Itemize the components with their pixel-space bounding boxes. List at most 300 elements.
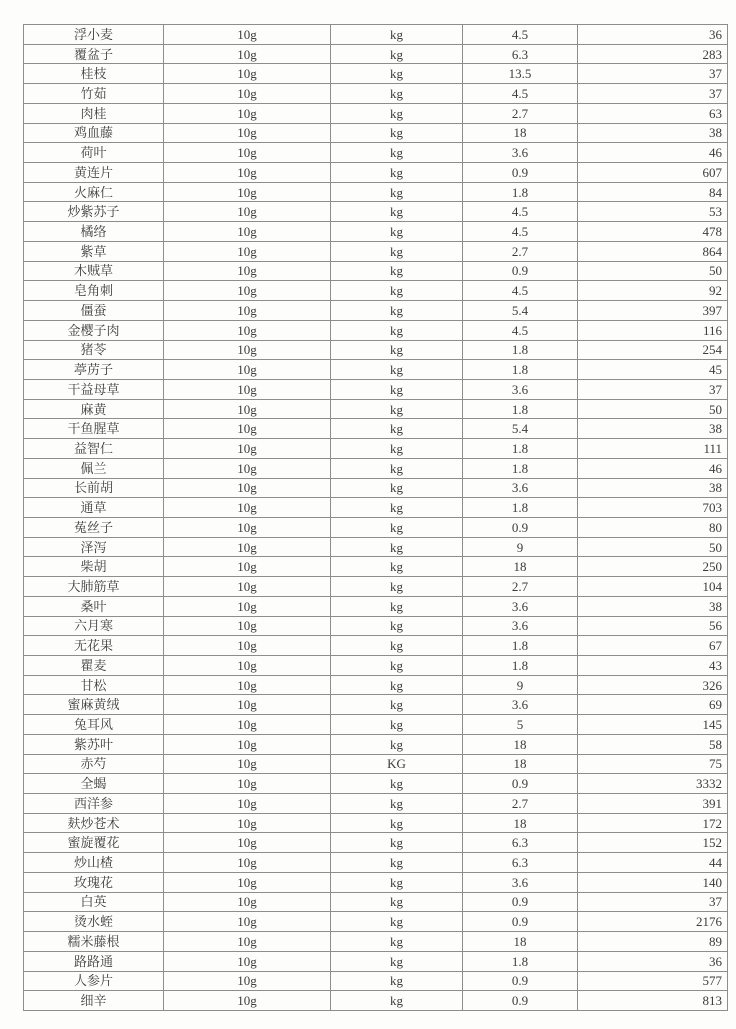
- table-row: [24, 64, 728, 84]
- unit-cell: kg: [331, 517, 463, 537]
- unit-cell: kg: [331, 498, 463, 518]
- price-cell: 0.9: [463, 517, 578, 537]
- spec-cell: 10g: [164, 202, 331, 222]
- table-row: [24, 833, 728, 853]
- count-cell: 813: [578, 991, 728, 1011]
- herb-name-cell: 蜜旋覆花: [24, 833, 164, 853]
- herb-name-cell: 益智仁: [24, 439, 164, 459]
- unit-cell: kg: [331, 241, 463, 261]
- count-cell: 80: [578, 517, 728, 537]
- spec-cell: 10g: [164, 616, 331, 636]
- spec-cell: 10g: [164, 261, 331, 281]
- price-cell: 3.6: [463, 872, 578, 892]
- unit-cell: kg: [331, 103, 463, 123]
- count-cell: 254: [578, 340, 728, 360]
- herb-name-cell: 金樱子肉: [24, 320, 164, 340]
- herb-name-cell: 干鱼腥草: [24, 419, 164, 439]
- table-row: [24, 675, 728, 695]
- table-row: [24, 754, 728, 774]
- price-cell: 1.8: [463, 498, 578, 518]
- price-cell: 1.8: [463, 951, 578, 971]
- spec-cell: 10g: [164, 833, 331, 853]
- table-row: [24, 715, 728, 735]
- herb-price-table: [23, 24, 728, 1011]
- herb-name-cell: 麻黄: [24, 399, 164, 419]
- spec-cell: 10g: [164, 892, 331, 912]
- unit-cell: kg: [331, 853, 463, 873]
- unit-cell: kg: [331, 320, 463, 340]
- table-row: [24, 379, 728, 399]
- price-cell: 3.6: [463, 478, 578, 498]
- unit-cell: kg: [331, 360, 463, 380]
- table-row: [24, 419, 728, 439]
- count-cell: 3332: [578, 774, 728, 794]
- table-row: [24, 439, 728, 459]
- herb-name-cell: 橘络: [24, 222, 164, 242]
- unit-cell: kg: [331, 143, 463, 163]
- spec-cell: 10g: [164, 951, 331, 971]
- price-cell: 18: [463, 557, 578, 577]
- unit-cell: kg: [331, 478, 463, 498]
- table-row: [24, 261, 728, 281]
- unit-cell: kg: [331, 892, 463, 912]
- spec-cell: 10g: [164, 872, 331, 892]
- table-row: [24, 182, 728, 202]
- unit-cell: kg: [331, 25, 463, 45]
- herb-name-cell: 僵蚕: [24, 301, 164, 321]
- spec-cell: 10g: [164, 379, 331, 399]
- unit-cell: kg: [331, 675, 463, 695]
- spec-cell: 10g: [164, 498, 331, 518]
- count-cell: 283: [578, 44, 728, 64]
- unit-cell: kg: [331, 64, 463, 84]
- spec-cell: 10g: [164, 458, 331, 478]
- price-cell: 2.7: [463, 794, 578, 814]
- price-cell: 6.3: [463, 44, 578, 64]
- table-row: [24, 951, 728, 971]
- herb-name-cell: 兔耳风: [24, 715, 164, 735]
- unit-cell: kg: [331, 636, 463, 656]
- herb-name-cell: 蜜麻黄绒: [24, 695, 164, 715]
- herb-name-cell: 炒山楂: [24, 853, 164, 873]
- price-cell: 6.3: [463, 853, 578, 873]
- price-cell: 0.9: [463, 912, 578, 932]
- count-cell: 397: [578, 301, 728, 321]
- price-cell: 4.5: [463, 202, 578, 222]
- price-cell: 3.6: [463, 695, 578, 715]
- table-row: [24, 616, 728, 636]
- spec-cell: 10g: [164, 537, 331, 557]
- table-row: [24, 123, 728, 143]
- spec-cell: 10g: [164, 419, 331, 439]
- price-cell: 4.5: [463, 84, 578, 104]
- price-cell: 2.7: [463, 103, 578, 123]
- unit-cell: kg: [331, 419, 463, 439]
- spec-cell: 10g: [164, 163, 331, 183]
- unit-cell: kg: [331, 182, 463, 202]
- table-row: [24, 281, 728, 301]
- herb-name-cell: 鸡血藤: [24, 123, 164, 143]
- herb-name-cell: 通草: [24, 498, 164, 518]
- price-cell: 2.7: [463, 577, 578, 597]
- herb-table-body: [24, 25, 728, 1011]
- spec-cell: 10g: [164, 399, 331, 419]
- herb-name-cell: 细辛: [24, 991, 164, 1011]
- spec-cell: 10g: [164, 675, 331, 695]
- table-row: [24, 163, 728, 183]
- spec-cell: 10g: [164, 774, 331, 794]
- spec-cell: 10g: [164, 241, 331, 261]
- spec-cell: 10g: [164, 281, 331, 301]
- table-row: [24, 813, 728, 833]
- spec-cell: 10g: [164, 44, 331, 64]
- spec-cell: 10g: [164, 596, 331, 616]
- spec-cell: 10g: [164, 695, 331, 715]
- unit-cell: kg: [331, 971, 463, 991]
- unit-cell: kg: [331, 695, 463, 715]
- unit-cell: kg: [331, 774, 463, 794]
- count-cell: 152: [578, 833, 728, 853]
- unit-cell: kg: [331, 340, 463, 360]
- table-row: [24, 557, 728, 577]
- count-cell: 58: [578, 734, 728, 754]
- price-cell: 4.5: [463, 25, 578, 45]
- count-cell: 67: [578, 636, 728, 656]
- herb-name-cell: 赤芍: [24, 754, 164, 774]
- price-cell: 5.4: [463, 419, 578, 439]
- unit-cell: kg: [331, 301, 463, 321]
- price-cell: 4.5: [463, 281, 578, 301]
- unit-cell: kg: [331, 951, 463, 971]
- table-row: [24, 872, 728, 892]
- unit-cell: kg: [331, 734, 463, 754]
- herb-name-cell: 桂枝: [24, 64, 164, 84]
- herb-name-cell: 紫苏叶: [24, 734, 164, 754]
- herb-name-cell: 覆盆子: [24, 44, 164, 64]
- table-row: [24, 478, 728, 498]
- count-cell: 478: [578, 222, 728, 242]
- table-row: [24, 143, 728, 163]
- table-row: [24, 202, 728, 222]
- unit-cell: kg: [331, 596, 463, 616]
- price-cell: 9: [463, 675, 578, 695]
- table-row: [24, 596, 728, 616]
- table-row: [24, 222, 728, 242]
- unit-cell: kg: [331, 991, 463, 1011]
- herb-name-cell: 干益母草: [24, 379, 164, 399]
- count-cell: 250: [578, 557, 728, 577]
- herb-name-cell: 佩兰: [24, 458, 164, 478]
- table-row: [24, 971, 728, 991]
- herb-name-cell: 柴胡: [24, 557, 164, 577]
- count-cell: 50: [578, 399, 728, 419]
- count-cell: 43: [578, 656, 728, 676]
- count-cell: 50: [578, 261, 728, 281]
- spec-cell: 10g: [164, 517, 331, 537]
- price-cell: 1.8: [463, 360, 578, 380]
- herb-name-cell: 玫瑰花: [24, 872, 164, 892]
- price-cell: 5.4: [463, 301, 578, 321]
- table-row: [24, 734, 728, 754]
- count-cell: 69: [578, 695, 728, 715]
- unit-cell: kg: [331, 656, 463, 676]
- herb-name-cell: 甘松: [24, 675, 164, 695]
- spec-cell: 10g: [164, 25, 331, 45]
- count-cell: 50: [578, 537, 728, 557]
- spec-cell: 10g: [164, 813, 331, 833]
- spec-cell: 10g: [164, 222, 331, 242]
- unit-cell: kg: [331, 379, 463, 399]
- price-cell: 6.3: [463, 833, 578, 853]
- count-cell: 37: [578, 84, 728, 104]
- table-row: [24, 340, 728, 360]
- count-cell: 37: [578, 892, 728, 912]
- spec-cell: 10g: [164, 577, 331, 597]
- herb-name-cell: 荷叶: [24, 143, 164, 163]
- table-row: [24, 241, 728, 261]
- price-cell: 18: [463, 813, 578, 833]
- price-cell: 5: [463, 715, 578, 735]
- herb-name-cell: 火麻仁: [24, 182, 164, 202]
- spec-cell: 10g: [164, 853, 331, 873]
- count-cell: 46: [578, 458, 728, 478]
- spec-cell: 10g: [164, 794, 331, 814]
- table-row: [24, 360, 728, 380]
- herb-name-cell: 泽泻: [24, 537, 164, 557]
- table-row: [24, 103, 728, 123]
- count-cell: 53: [578, 202, 728, 222]
- price-cell: 1.8: [463, 439, 578, 459]
- spec-cell: 10g: [164, 64, 331, 84]
- table-row: [24, 656, 728, 676]
- table-row: [24, 44, 728, 64]
- price-cell: 3.6: [463, 596, 578, 616]
- unit-cell: kg: [331, 794, 463, 814]
- herb-name-cell: 白英: [24, 892, 164, 912]
- herb-name-cell: 糯米藤根: [24, 932, 164, 952]
- herb-name-cell: 烫水蛭: [24, 912, 164, 932]
- herb-name-cell: 葶苈子: [24, 360, 164, 380]
- count-cell: 326: [578, 675, 728, 695]
- table-row: [24, 25, 728, 45]
- herb-name-cell: 人参片: [24, 971, 164, 991]
- spec-cell: 10g: [164, 656, 331, 676]
- herb-name-cell: 全蝎: [24, 774, 164, 794]
- price-cell: 18: [463, 123, 578, 143]
- unit-cell: kg: [331, 813, 463, 833]
- price-cell: 3.6: [463, 379, 578, 399]
- spec-cell: 10g: [164, 103, 331, 123]
- table-row: [24, 853, 728, 873]
- table-row: [24, 399, 728, 419]
- count-cell: 116: [578, 320, 728, 340]
- herb-name-cell: 黄连片: [24, 163, 164, 183]
- table-row: [24, 537, 728, 557]
- unit-cell: kg: [331, 537, 463, 557]
- spec-cell: 10g: [164, 754, 331, 774]
- unit-cell: kg: [331, 222, 463, 242]
- spec-cell: 10g: [164, 991, 331, 1011]
- herb-name-cell: 紫草: [24, 241, 164, 261]
- count-cell: 89: [578, 932, 728, 952]
- unit-cell: kg: [331, 84, 463, 104]
- price-cell: 0.9: [463, 774, 578, 794]
- price-cell: 0.9: [463, 892, 578, 912]
- herb-name-cell: 皂角刺: [24, 281, 164, 301]
- price-cell: 18: [463, 734, 578, 754]
- table-row: [24, 577, 728, 597]
- spec-cell: 10g: [164, 123, 331, 143]
- price-cell: 1.8: [463, 399, 578, 419]
- price-cell: 9: [463, 537, 578, 557]
- spec-cell: 10g: [164, 360, 331, 380]
- herb-name-cell: 竹茹: [24, 84, 164, 104]
- unit-cell: kg: [331, 577, 463, 597]
- price-cell: 0.9: [463, 163, 578, 183]
- spec-cell: 10g: [164, 439, 331, 459]
- count-cell: 104: [578, 577, 728, 597]
- spec-cell: 10g: [164, 340, 331, 360]
- count-cell: 607: [578, 163, 728, 183]
- count-cell: 84: [578, 182, 728, 202]
- spec-cell: 10g: [164, 478, 331, 498]
- herb-name-cell: 大肺筋草: [24, 577, 164, 597]
- unit-cell: kg: [331, 616, 463, 636]
- table-row: [24, 912, 728, 932]
- count-cell: 46: [578, 143, 728, 163]
- count-cell: 38: [578, 596, 728, 616]
- table-row: [24, 774, 728, 794]
- spec-cell: 10g: [164, 636, 331, 656]
- price-cell: 18: [463, 754, 578, 774]
- spec-cell: 10g: [164, 912, 331, 932]
- unit-cell: kg: [331, 458, 463, 478]
- table-row: [24, 458, 728, 478]
- price-cell: 0.9: [463, 261, 578, 281]
- unit-cell: kg: [331, 872, 463, 892]
- count-cell: 37: [578, 379, 728, 399]
- count-cell: 56: [578, 616, 728, 636]
- unit-cell: kg: [331, 439, 463, 459]
- count-cell: 391: [578, 794, 728, 814]
- table-row: [24, 517, 728, 537]
- table-row: [24, 320, 728, 340]
- price-cell: 1.8: [463, 182, 578, 202]
- unit-cell: kg: [331, 912, 463, 932]
- unit-cell: KG: [331, 754, 463, 774]
- herb-name-cell: 瞿麦: [24, 656, 164, 676]
- herb-name-cell: 肉桂: [24, 103, 164, 123]
- price-cell: 3.6: [463, 143, 578, 163]
- price-cell: 0.9: [463, 971, 578, 991]
- unit-cell: kg: [331, 399, 463, 419]
- spec-cell: 10g: [164, 715, 331, 735]
- unit-cell: kg: [331, 557, 463, 577]
- price-cell: 4.5: [463, 320, 578, 340]
- count-cell: 2176: [578, 912, 728, 932]
- count-cell: 864: [578, 241, 728, 261]
- count-cell: 703: [578, 498, 728, 518]
- herb-name-cell: 炒紫苏子: [24, 202, 164, 222]
- herb-name-cell: 麸炒苍术: [24, 813, 164, 833]
- count-cell: 577: [578, 971, 728, 991]
- price-cell: 1.8: [463, 340, 578, 360]
- herb-name-cell: 木贼草: [24, 261, 164, 281]
- count-cell: 45: [578, 360, 728, 380]
- count-cell: 111: [578, 439, 728, 459]
- spec-cell: 10g: [164, 932, 331, 952]
- count-cell: 36: [578, 25, 728, 45]
- price-cell: 2.7: [463, 241, 578, 261]
- unit-cell: kg: [331, 715, 463, 735]
- price-cell: 4.5: [463, 222, 578, 242]
- count-cell: 44: [578, 853, 728, 873]
- spec-cell: 10g: [164, 182, 331, 202]
- unit-cell: kg: [331, 123, 463, 143]
- unit-cell: kg: [331, 833, 463, 853]
- count-cell: 38: [578, 123, 728, 143]
- count-cell: 38: [578, 478, 728, 498]
- table-row: [24, 932, 728, 952]
- spec-cell: 10g: [164, 734, 331, 754]
- herb-name-cell: 无花果: [24, 636, 164, 656]
- unit-cell: kg: [331, 932, 463, 952]
- herb-name-cell: 菟丝子: [24, 517, 164, 537]
- price-cell: 13.5: [463, 64, 578, 84]
- count-cell: 36: [578, 951, 728, 971]
- table-row: [24, 84, 728, 104]
- count-cell: 38: [578, 419, 728, 439]
- count-cell: 63: [578, 103, 728, 123]
- count-cell: 37: [578, 64, 728, 84]
- herb-name-cell: 浮小麦: [24, 25, 164, 45]
- price-cell: 1.8: [463, 656, 578, 676]
- table-row: [24, 991, 728, 1011]
- table-row: [24, 301, 728, 321]
- table-row: [24, 498, 728, 518]
- unit-cell: kg: [331, 202, 463, 222]
- herb-name-cell: 路路通: [24, 951, 164, 971]
- herb-name-cell: 猪苓: [24, 340, 164, 360]
- unit-cell: kg: [331, 44, 463, 64]
- herb-name-cell: 桑叶: [24, 596, 164, 616]
- spec-cell: 10g: [164, 971, 331, 991]
- count-cell: 75: [578, 754, 728, 774]
- spec-cell: 10g: [164, 301, 331, 321]
- table-row: [24, 794, 728, 814]
- price-cell: 1.8: [463, 458, 578, 478]
- unit-cell: kg: [331, 281, 463, 301]
- unit-cell: kg: [331, 261, 463, 281]
- unit-cell: kg: [331, 163, 463, 183]
- price-cell: 18: [463, 932, 578, 952]
- herb-name-cell: 长前胡: [24, 478, 164, 498]
- spec-cell: 10g: [164, 557, 331, 577]
- price-cell: 3.6: [463, 616, 578, 636]
- price-cell: 0.9: [463, 991, 578, 1011]
- spec-cell: 10g: [164, 84, 331, 104]
- spec-cell: 10g: [164, 320, 331, 340]
- count-cell: 145: [578, 715, 728, 735]
- spec-cell: 10g: [164, 143, 331, 163]
- herb-name-cell: 西洋参: [24, 794, 164, 814]
- table-row: [24, 695, 728, 715]
- herb-name-cell: 六月寒: [24, 616, 164, 636]
- count-cell: 140: [578, 872, 728, 892]
- price-cell: 1.8: [463, 636, 578, 656]
- table-row: [24, 892, 728, 912]
- count-cell: 172: [578, 813, 728, 833]
